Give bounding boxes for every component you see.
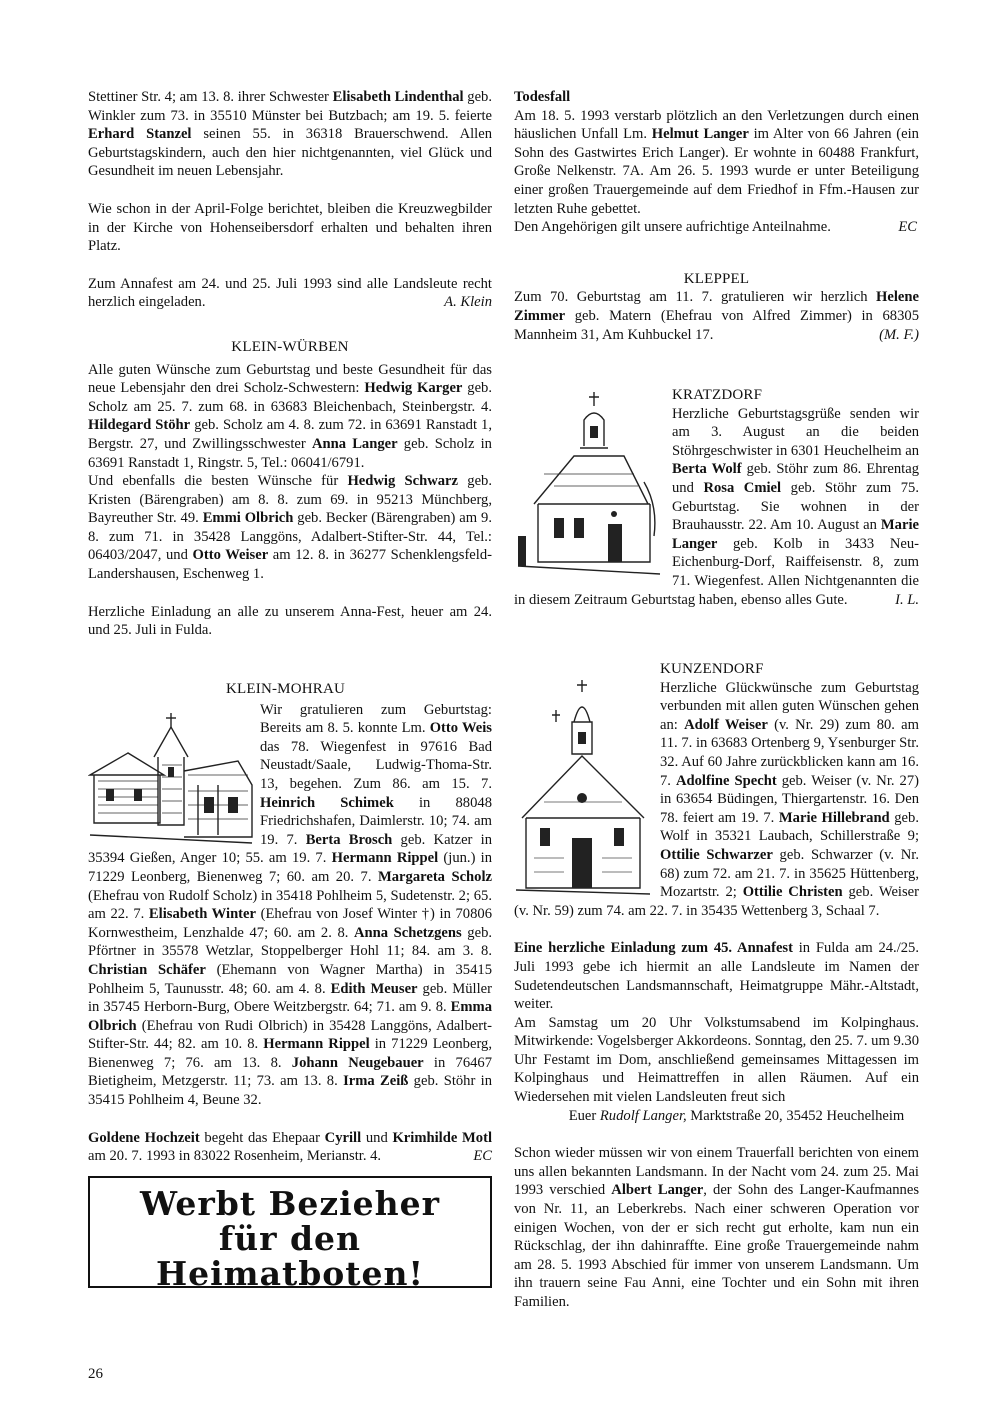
bold-name: Eine herzliche Einladung zum 45. Annafest <box>514 940 793 957</box>
kreuzweg-paragraph: Wie schon in der April-Folge berichtet, bleiben die Kreuzwegbilder in der Kirche von Hohenseibersdorf erhalten und behalten ihren Platz. <box>88 200 492 255</box>
bold-name: Hermann Rippel <box>263 1036 370 1053</box>
bold-name: Hermann Rippel <box>331 850 439 867</box>
bold-name: Adolf Weiser <box>684 716 768 733</box>
intro-paragraph: Stettiner Str. 4; am 13. 8. ihrer Schwester Elisabeth Lindenthal geb. Winkler zum 73. in 35510 Münster bei Butzbach; am 19. 5. feierte Erhard Stanzel seinen 55. in 36318 Brauerschwend. Allen Geburtstagskindern, auch den hier nichtgenannten, viel Glück und Gesundheit im neuen Lebensjahr. <box>88 89 493 180</box>
signature: EC <box>898 219 917 236</box>
klein-mohrau-section <box>88 680 492 1166</box>
bold-name: Albert Langer <box>611 1182 704 1199</box>
bold-name: Goldene Hochzeit <box>88 1129 200 1146</box>
kunzendorf-section <box>514 660 919 1312</box>
bold-name: Anna Schetzgens <box>353 924 462 941</box>
bold-name: Elisabeth Lindenthal <box>332 89 464 105</box>
section-title-kratzdorf: KRATZDORF <box>672 387 763 403</box>
bold-name: Ottilie Christen <box>742 884 843 901</box>
left-column <box>88 88 492 640</box>
bold-name: Erhard Stanzel <box>88 126 192 143</box>
bold-name: Anna Langer <box>311 435 398 452</box>
bold-name: Helene Zimmer <box>514 289 919 324</box>
bold-name: Berta Brosch <box>305 831 393 848</box>
section-title-klein-mohrau: KLEIN-MOHRAU <box>226 681 346 697</box>
annafest-invitation-p2: Am Samstag um 20 Uhr Volkstumsabend im Kolpinghaus. Mitwirkende: Vogelsberger Akkordeons. Sonntag, den 25. 7. um 9.30 Uhr Festamt im Dom, anschließend gemeinsames Mittagessen im Kolpinghaus und Heimattreffen in allen Räumen. Auf ein Wiedersehen mit vielen Landsleuten freut sich <box>514 1014 919 1106</box>
bold-name: Marie Hillebrand <box>778 809 890 826</box>
kunzendorf-church-illustration <box>514 678 652 896</box>
bold-name: Helmut Langer <box>651 126 749 143</box>
ad-line-2: für den <box>218 1219 362 1258</box>
kratzdorf-section <box>514 386 919 609</box>
section-title-klein-wuerben: KLEIN-WÜRBEN <box>231 338 349 355</box>
bold-name: Hildegard Stöhr <box>88 417 191 434</box>
trauerfall-paragraph: Schon wieder müssen wir von einem Trauerfall berichten von einem uns allen bekannten Landsmann. In der Nacht vom 24. zum 25. Mai 1993 verschied Albert Langer, der Sohn des Langer-Kaufmannes von Nr. 11, an Leberkrebs. Nach einer schweren Operation vor einigen Wochen, von der er sich recht gut erholte, kam nun ein Rückschlag, der ihn dahinraffte. Eine große Trauergemeinde nahm am 28. 5. 1993 Abschied für immer von unserem Landsmann. Um ihn trauern seine Fau Anni, eine Tochter und ein Sohn mit ihren Familien. <box>514 1145 920 1310</box>
bold-name: Edith Meuser <box>330 980 418 997</box>
todesfall-body: Am 18. 5. 1993 verstarb plötzlich an den Verletzungen durch einen häuslichen Unfall Lm. Helmut Langer im Alter von 66 Jahren (ein Sohn des Gastwirtes Erich Langer). Er wohnte in 60488 Frankfurt, Große Nelkenstr. 7A. Am 26. 5. 1993 wurde er unter Beteiligung einer großen Trauergemeinde auf dem Friedhof in Ffm.-Hausen zur letzten Ruhe gebettet. <box>514 107 919 217</box>
bold-name: Berta Wolf <box>672 461 742 478</box>
bold-name: Heinrich Schimek <box>260 794 394 811</box>
bold-name: Cyrill <box>324 1129 362 1146</box>
kratzdorf-body: Herzliche Geburtstagsgrüße senden wir am 3. August an die beiden Stöhrgeschwister in 6301 Heuchelheim an Berta Wolf geb. Stöhr zum 86. Ehrentag und Rosa Cmiel geb. Stöhr zum 75. Geburtstag. Sie wohnen in der Brauhausstr. 22. Am 10. August an Marie Langer geb. Kolb in 3433 Neu-Eichenburg-Dorf, Raiffeisenstr. 8, zum 71. Wiegenfest. Allen Nichtgenannten die in diesem Zeitraum Geburtstag haben, ebenso alles Gute. I. L. <box>514 405 919 608</box>
todesfall-condolence: Den Angehörigen gilt unsere aufrichtige Anteilnahme. EC <box>514 219 917 236</box>
klein-mohrau-body: Wir gratulieren zum Geburtstag: Bereits am 8. 5. konnte Lm. Otto Weis das 78. Wiegenfest in 97616 Bad Neustadt/Saale, Ludwig-Thoma-Str. 13, begehen. Zum 86. am 15. 7. Heinrich Schimek in 88048 Friedrichshafen, Daimlerstr. 10; 74. am 19. 7. Berta Brosch geb. Katzer in 35394 Gießen, Anger 10; 55. am 19. 7. Hermann Rippel (jun.) in 71229 Leonberg, Bienenweg 7; 60. am 20. 7. Margareta Scholz (Ehefrau von Rudolf Scholz) in 35418 Pohlheim 5, Sudetenstr. 2; 65. am 22. 7. Elisabeth Winter (Ehefrau von Josef Winter †) in 70806 Kornwestheim, Lenzhalde 47; 60. am 2. 8. Anna Schetzgens geb. Pförtner in 35578 Wetzlar, Stoppelberger Hohl 11; 84. am 3. 8. Christian Schäfer (Ehemann von Wagner Martha) in 35415 Pohlheim 5, Taunusstr. 48; 60. am 4. 8. Edith Meuser geb. Müller in 35745 Herborn-Burg, Obere Weitzbergstr. 64; 71. am 9. 8. Emma Olbrich (Ehefrau von Rudi Olbrich) in 35428 Langgöns, Adalbert-Stifter-Str. 44; 82. am 10. 8. Hermann Rippel in 71229 Leonberg, Bienenweg 7; 76. am 13. 8. Johann Neugebauer in 76467 Bietigheim, Metzgerstr. 11; 73. am 13. 8. Irma Zeiß geb. Stöhr in 35415 Pohlheim 4, Beune 32. <box>88 701 493 1109</box>
signature: (M. F.) <box>879 326 919 343</box>
section-title-kleppel: KLEPPEL <box>683 270 750 287</box>
annafest-signature: Euer Rudolf Langer, Marktstraße 20, 35452 Heuchelheim <box>568 1107 905 1124</box>
bold-name: Hedwig Karger <box>364 380 463 397</box>
bold-name: Otto Weis <box>429 720 492 737</box>
bold-name: Emmi Olbrich <box>202 510 294 527</box>
kleppel-body: Zum 70. Geburtstag am 11. 7. gratulieren wir herzlich Helene Zimmer geb. Matern (Ehefrau von Alfred Zimmer) in 68305 Mannheim 31, Am Kuhbuckel 17. (M. F.) <box>514 289 919 343</box>
advertisement-box <box>88 1176 492 1293</box>
annafest-invite-paragraph: Zum Annafest am 24. und 25. Juli 1993 sind alle Landsleute recht herzlich eingeladen. A. Klein <box>88 275 492 311</box>
bold-name: Ottilie Schwarzer <box>660 846 773 863</box>
bold-name: Christian Schäfer <box>88 961 206 978</box>
klein-wuerben-p2: Und ebenfalls die besten Wünsche für Hedwig Schwarz geb. Kristen (Bärengraben) am 8. 8. zum 69. in 95213 Münchberg, Bayreuther Str. 49. Emmi Olbrich geb. Becker (Bärengraben) am 9. 8. zum 71. in 35428 Langgöns, Adalbert-Stifter-Str. 44, Tel.: 06403/2047, und Otto Weiser am 12. 8. in 36277 Schenklengsfeld-Landershausen, Eschenweg 1. <box>88 473 493 583</box>
bold-name: Otto Weiser <box>192 547 269 564</box>
bold-name: Adolfine Specht <box>675 772 777 789</box>
page-number: 26 <box>88 1366 103 1382</box>
bold-name: Marie Langer <box>672 517 919 552</box>
signature: I. L. <box>895 591 919 608</box>
signature: A. Klein <box>444 294 492 311</box>
todesfall-title: Todesfall <box>514 89 571 105</box>
klein-wuerben-p3: Herzliche Einladung an alle zu unserem Anna-Fest, heuer am 24. und 25. Juli in Fulda. <box>88 603 492 639</box>
bold-name: Irma Zeiß <box>343 1073 409 1090</box>
kunzendorf-body: Herzliche Glückwünsche zum Geburtstag verbunden mit allen guten Wünschen gehen an: Adolf Weiser (v. Nr. 29) zum 80. am 11. 7. in 63683 Ortenberg 9, Ysenburger Str. 32. Auf 60 Jahre zurückblicken kann am 16. 7. Adolfine Specht geb. Weiser (v. Nr. 27) in 63654 Büdingen, Thiergartenstr. 16. Den 78. feiert am 19. 7. Marie Hillebrand geb. Wolf in 35321 Laubach, Schillerstraße 9; Ottilie Schwarzer geb. Schwarzer (v. Nr. 68) zum 72. am 21. 7. in 35625 Hüttenberg, Mozartstr. 2; Ottilie Christen geb. Weiser (v. Nr. 59) zum 74. am 22. 7. in 35435 Wettenberg 3, Schaal 7. <box>514 679 920 919</box>
bold-name: Krimhilde Motl <box>392 1129 492 1146</box>
bold-name: Hedwig Schwarz <box>347 473 459 490</box>
kratzdorf-church-illustration <box>514 386 662 578</box>
bold-name: Rosa Cmiel <box>703 479 782 496</box>
village-church-illustration <box>88 705 254 845</box>
golden-wedding-paragraph: Goldene Hochzeit begeht das Ehepaar Cyrill und Krimhilde Motl am 20. 7. 1993 in 83022 Rosenheim, Merianstr. 4. EC <box>88 1129 492 1165</box>
annafest-invitation-p1: Eine herzliche Einladung zum 45. Annafest in Fulda am 24./25. Juli 1993 gebe ich hiermit an alle Landsleute im Namen der Sudetendeutschen Landsmannschaft, Heimatgruppe Mähr.-Altstadt, weiter. <box>514 940 920 1013</box>
bold-name: Margareta Scholz <box>377 868 493 885</box>
ad-line-1: Werbt Bezieher <box>139 1184 441 1223</box>
section-title-kunzendorf: KUNZENDORF <box>660 661 764 677</box>
bold-name: Elisabeth Winter <box>148 906 256 923</box>
bold-name: Emma Olbrich <box>88 999 492 1034</box>
bold-name: Johann Neugebauer <box>291 1054 424 1071</box>
right-column-top <box>514 88 919 344</box>
klein-wuerben-p1: Alle guten Wünsche zum Geburtstag und beste Gesundheit für das neue Lebensjahr den drei Scholz-Schwestern: Hedwig Karger geb. Scholz am 25. 7. zum 68. in 63683 Bleichenbach, Steinbergstr. 4. Hildegard Stöhr geb. Scholz am 4. 8. zum 72. in 63691 Ranstadt 1, Bergstr. 27, und Zwillingsschwester Anna Langer geb. Scholz in 63691 Ranstadt 1, Ringstr. 5, Tel.: 06041/6791. <box>88 361 492 471</box>
ad-line-3: Heimatboten! <box>155 1254 425 1293</box>
signature: EC <box>473 1148 492 1165</box>
